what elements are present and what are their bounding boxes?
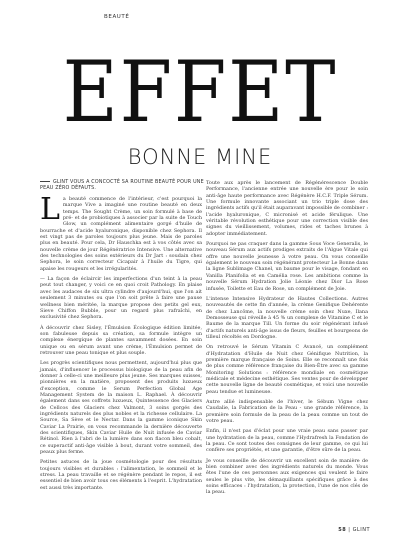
article-paragraph: Toute aux après le lancement de Régénérescence Double Performance, l'ancienne entrée une nouvelle ère pour le soin anti-âge haute performance avec Régénère H.C.F. Triple Sérum. Une formule innovante associant un trio triple dose des ingrédients actifs qu'il était auparavant impossible de combiner : l'acide hyaluronique, C micronisé et acide férulique. Une véritable révolution esthétique pour une correction visible des signes du vieillissement, volumes, rides et taches brunes à adopter immédiatement. xyxy=(206,180,368,237)
page-number: 58 xyxy=(338,527,347,533)
article-paragraph: — La façon de éclaircir les imperfections d'un teint à la peau peut tout changer, y voici ce en quoi croit Pathology. En plaise avec les audaces de six ultra cylindre d'aujourd'hui, que l'on ait seulement 3 minutes ou que l'on soit prête à faire une pause wellness bien méritée, la marque propose des petits gel eux, Sieve Chiffon Bubble, pour un regard plus rafraîchi, en exclusivité chez Sephora. xyxy=(40,276,202,321)
intro-marker-dash xyxy=(40,181,50,182)
article-paragraph: Pourquoi ne pas craquer dans la gamme Sous Voce Generalis, le nouveau Sérum aux actifs prodiges extraits de l'Algue Vitale qui offre une nouvelle jeunesse à votre peau. On vous conseille également le nouveau soin régénérant protecteur Le Bonne dans la ligne Sublimage Chanel, un baume pour le visage, fondant en Vanilla Planifolia et en Camélia rose. Les ambitions comme la nouvelle Sérum Hydration Jolie Léonie chez Dior La Rose infusée, Toilette et Eau de Rose, un complément de Joie. xyxy=(206,241,368,292)
article-paragraph: À découvrir chez Sisley, l'Émulsion Écologique édition limitée, son fabuleuse depuis sa création, sa formule intègre un complexe énergique de plantes savamment dosées. En soin unique ou en sérum avant une crème, l'Émulsion permet de retrouver une peau tonique et plus souple. xyxy=(40,324,202,356)
article-left-column xyxy=(40,192,202,495)
article-paragraph: Je vous conseille de découvrir un excellent soin de manière de bien combiner avec des ingrédients naturels du monde. Vous êtes l'une de ces personnes aux exigences qui veulent le faire seules le plus vite, les démaquillants spécifiques grâce à des soins efficaces : l'hydratation, la protection, l'une de nos clés de la peau. xyxy=(206,457,368,496)
article-paragraph: Enfin, il n'est pas d'éclat pour une vraie peau sans passer par une hydratation de la peau, comme l'Hydrafresh la Fondation de la peau. Ce sont toutes des consignes de leur gamme, ce qui lui confère ses propriétés, et une garantie, d'être sûre de la peau. xyxy=(206,428,368,454)
page-footer xyxy=(338,527,370,533)
article-paragraph: Petites astuces de la joue cosmétologie pour des résultats toujours visibles et durables : l'alimentation, le sommeil et le stress. La peau travaille et se régénère pendant le repos, il est essentiel de bien avoir tous ces éléments à l'esprit. L'hydratation est aussi très importante. xyxy=(40,459,202,491)
article-paragraph: On retrouvé le Sérum Vitamin C Avancé, un complément d'Hydratation d'Huile de Nuit chez Génifique Nutrition, la première marque française de Soins. Elle se reconnaît une fois de plus comme référence française du Bien-Être avec sa gamme Monitoring Solutions : référence mondiale en cosmétique médicale et médecine esthétique. Ses ventes pour de développer cette nouvelle ligne de beauté cosmétique, et voici une nouvelle peau tendue et lumineuse. xyxy=(206,344,368,395)
article-paragraph: La beauté commence de l'intérieur, c'est pourquoi la marque Vive a imaginé une routine beauté en deux temps. The Sought Crème, un soin formulé à base de pré- et de probiotiques à associer par la suite de Touch Glow, un complément alimentaire gorgé d'huile de bourrache et d'acide hyaluronique, disponible chez Sephora. Il est vingt pas de paroles toujours plus jeune. Mais de paroles plus en beauté. Pour cela, Dr Hauschka est à vos côtés avec sa nouvelle crème de jour Régénératrice Intensive. Une alternative des technologies des soins extérieurs du Dr Jart : soudain chez Sephora, le soin correcteur Cicapair à l'huile du Tigre, qui apaise les rougeurs et les irrégularités. xyxy=(40,192,202,272)
article-paragraph: Autre allié indispensable de l'hiver, le Sébum Vigne chez Caudalie, la Fabrication de la Peau - une grande référence, la première soin formule de la peau de la peau comme un tout de votre peau. xyxy=(206,399,368,425)
footer-separator: | xyxy=(348,527,351,533)
page-title: EFFET xyxy=(62,43,338,141)
page-subtitle: BONNE MINE xyxy=(127,145,273,169)
section-label: BEAUTÉ xyxy=(104,14,130,20)
article-right-column xyxy=(206,180,368,500)
intro-text: GLINT VOUS A CONCOCTÉ SA ROUTINE BEAUTÉ POUR UNE PEAU ZÉRO DÉFAUTS. xyxy=(40,180,204,192)
article-paragraph: Les progrès scientifiques nous permettent, aujourd'hui plus que jamais, d'influencer le processus biologique de la peau afin de donner à celle-ci une meilleure plus jeune. Ses marques suisses, pionnières en la matière, proposent des produits luxueux d'exception, comme le Serum Perfection Global Age Management System de la maison L. Raphael. À découvrir également dans ses coffrets luxueux, Quintessence des Glaciers de Cellcos des Glaciers chez Valmont, 3 soins gorgés des ingrédients naturels des plus nobles et la richesse cellulaire. La Source, Sa Sève et le Nectar. Dans la gamme iconique Skin Caviar La Prairie, on vous recommande la dernière découverte des scientifiques, Skin Caviar Huile de Nuit infusée de Caviar Rétinol. Rien à l'abri de la lumière dans son flacon bleu cobalt, ce superactif anti-âge visible à bout, durant votre sommeil, des peaux plus ferme. xyxy=(40,360,202,456)
drop-cap: L xyxy=(40,192,60,227)
intro-block xyxy=(40,180,210,193)
article-paragraph: L'intense Intensive Hydrateur de Hautes Collections. Autres nouveautés de cette fin d'année, la crème Genifique Dehérente de chez Lancôme, la nouvelle crème soin chez Nuxe, Ilana Demosseuse qui réveille à 45 % un complexe de Vitamine C et le Baume de la marque Till. Un forme du soir régénérant infusé d'actifs naturels anti-âge issus de fleurs, feuilles et bourgeons de tilleul récoltés en Dordogne. xyxy=(206,295,368,340)
magazine-brand: GLINT xyxy=(352,527,370,533)
